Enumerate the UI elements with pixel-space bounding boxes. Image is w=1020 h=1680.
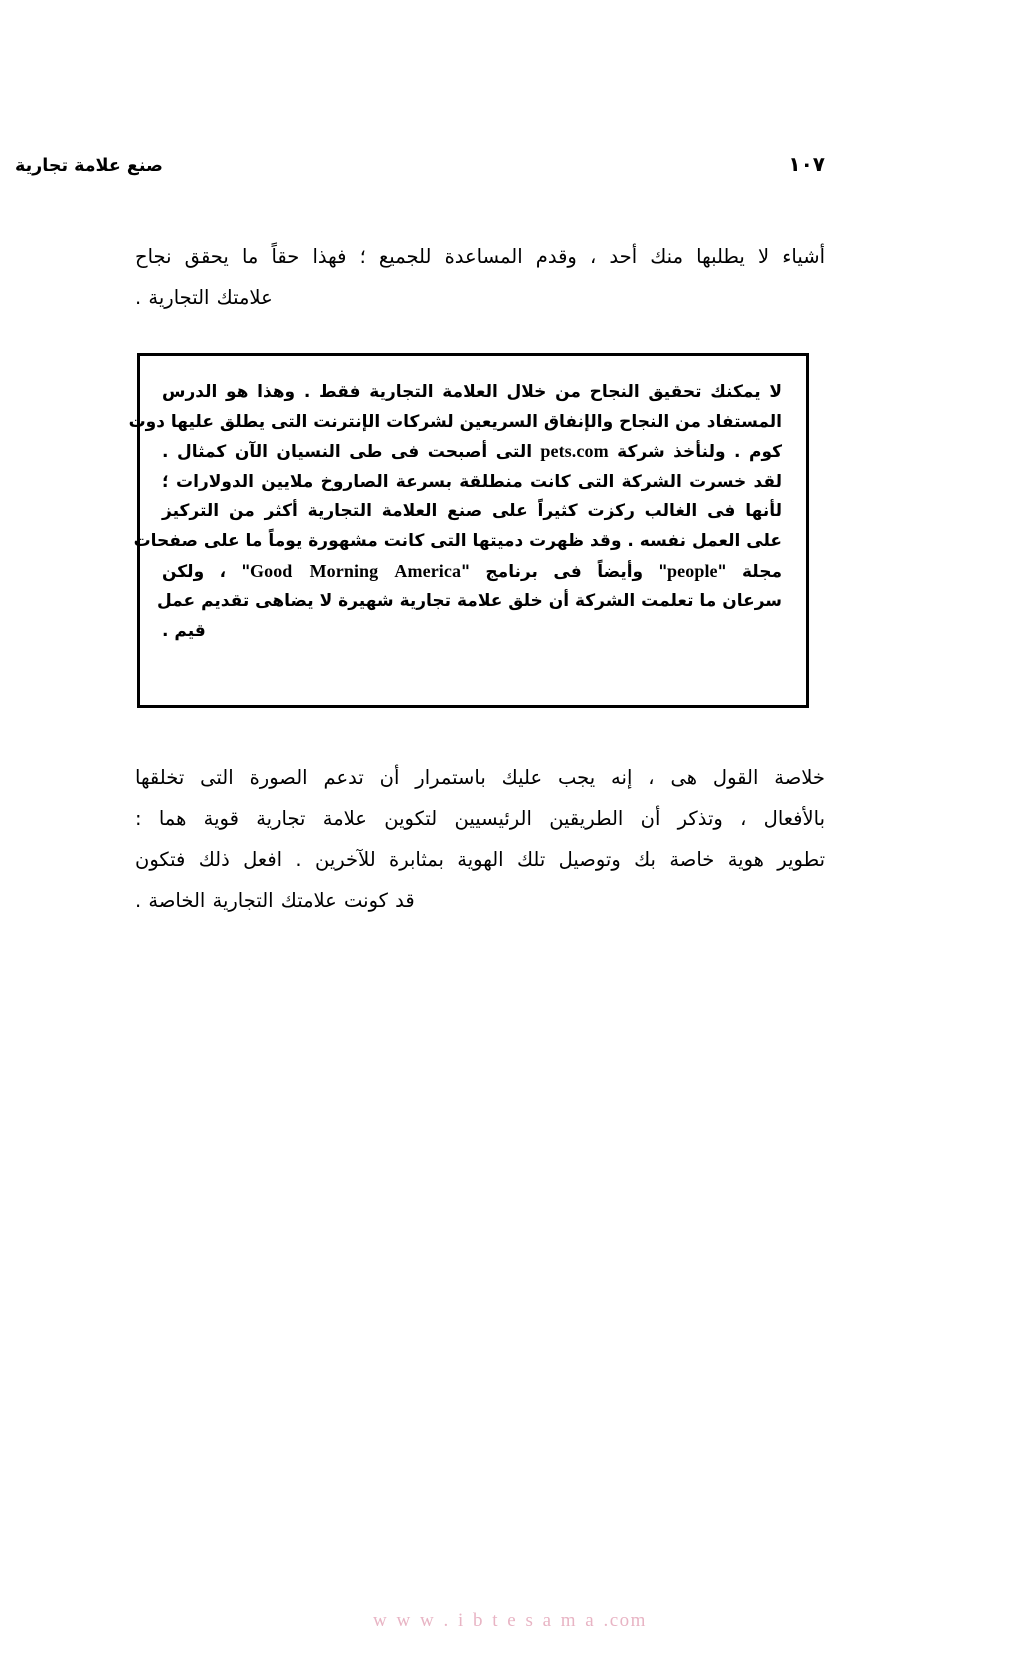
callout-line-segment: " وأيضاً فى برنامج " [461,561,668,582]
callout-line: لا يمكنك تحقيق النجاح من خلال العلامة التجارية فقط . وهذا هو الدرس [162,382,782,402]
brand-name-pets-com: pets.com [540,441,609,462]
callout-line [162,557,782,588]
callout-line [162,437,782,468]
callout-box [128,353,809,708]
program-name-good-morning-america: Good Morning America [250,560,462,581]
running-header [15,152,825,186]
callout-line: قيم . [162,620,206,641]
callout-line-segment: كوم . ولنأخذ شركة [608,442,782,463]
page-number: ١٠٧ [788,152,825,176]
closing-paragraph [135,757,825,921]
callout-line: لقد خسرت الشركة التى كانت منطلقة بسرعة الصاروخ ملايين الدولارات ؛ [162,471,782,492]
callout-line-segment: التى أصبحت فى طى النسيان الآن كمثال . [162,442,541,463]
callout-line-segment: مجلة " [717,561,783,582]
callout-line: المستفاد من النجاح والإنفاق السريعين لشركات الإنترنت التى يطلق عليها دوت [128,411,782,432]
header-chapter-title: صنع علامة تجارية [15,156,163,176]
footer-watermark: w w w . i b t e s a m a .com [373,1610,647,1631]
paragraph-line: بالأفعال ، وتذكر أن الطريقين الرئيسيين لتكوين علامة تجارية قوية هما : [135,807,825,830]
intro-paragraph [135,236,825,318]
paragraph-line: قد كونت علامتك التجارية الخاصة . [135,889,415,912]
paragraph-line: أشياء لا يطلبها منك أحد ، وقدم المساعدة للجميع ؛ فهذا حقاً ما يحقق نجاح [135,245,825,268]
paragraph-line: تطوير هوية خاصة بك وتوصيل تلك الهوية بمثابرة للآخرين . افعل ذلك فتكون [135,848,825,871]
paragraph-line: علامتك التجارية . [135,286,273,309]
paragraph-line: خلاصة القول هى ، إنه يجب عليك باستمرار أن تدعم الصورة التى تخلقها [135,766,825,789]
callout-line-segment: " ، ولكن [162,561,250,582]
callout-line: لأنها فى الغالب ركزت كثيراً على صنع العلامة التجارية أكثر من التركيز [162,501,782,522]
magazine-name-people: people [667,560,718,581]
callout-text [128,378,783,646]
callout-line: سرعان ما تعلمت الشركة أن خلق علامة تجارية شهيرة لا يضاهى تقديم عمل [156,591,782,612]
callout-line: على العمل نفسه . وقد ظهرت دميتها التى كانت مشهورة يوماً ما على صفحات [133,530,782,551]
